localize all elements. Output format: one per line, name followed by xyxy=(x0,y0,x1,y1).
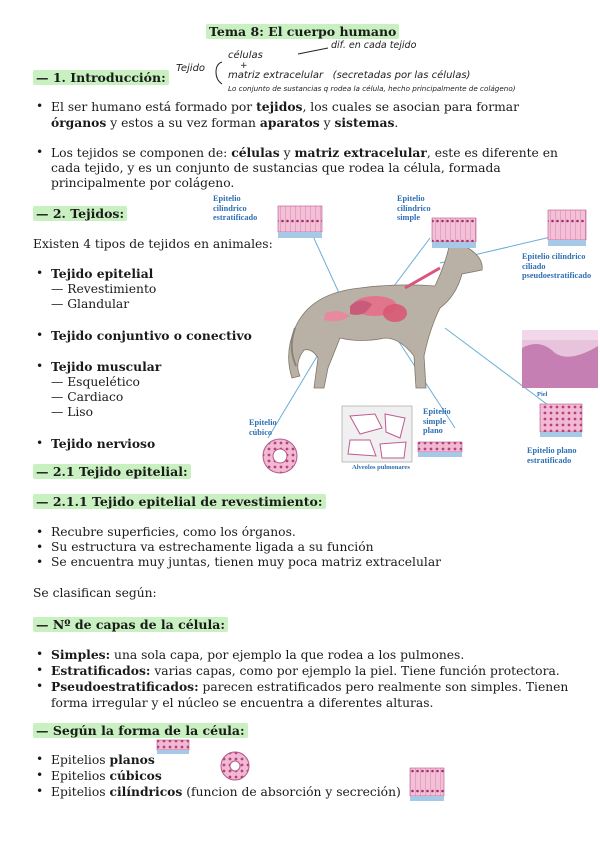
page-title: Tema 8: El cuerpo humano xyxy=(206,24,399,39)
tissue-epitelial: • Tejido epitelial — Revestimiento — Glandular xyxy=(33,266,273,313)
section-2-heading: — 2. Tejidos: xyxy=(33,206,127,221)
tissue-block-estratificado xyxy=(278,206,322,238)
intro-list-2 xyxy=(33,145,563,192)
label-cubico: Epitelio cúbico xyxy=(249,418,277,437)
note-matriz: matriz extracelular (secretadas por las células) xyxy=(228,70,471,81)
list-item: • Epitelios cúbicos xyxy=(33,768,453,784)
tissue-block-cubico xyxy=(263,439,297,473)
tissue-nervioso: • Tejido nervioso xyxy=(33,436,273,452)
label-piel: Piel xyxy=(537,391,548,398)
wolf-illustration xyxy=(289,226,483,388)
tissue-intro: Existen 4 tipos de tejidos en animales: xyxy=(33,237,273,251)
list-item: • Recubre superficies, como los órganos. xyxy=(33,525,573,540)
tissue-block-simple xyxy=(432,218,476,248)
tissue-block-plano-estratificado xyxy=(540,404,582,437)
note-tejido: Tejido xyxy=(176,63,206,74)
forma-heading: — Según la forma de la céula: xyxy=(33,723,248,738)
list-item: • Simples: una sola capa, por ejemplo la que rodea a los pulmones. xyxy=(33,647,578,663)
note-dif: dif. en cada tejido xyxy=(331,40,417,51)
label-plano-estratificado: Epitelio plano estratificado xyxy=(527,446,577,465)
section-1-heading: — 1. Introducción: xyxy=(33,70,169,85)
tissue-block-ciliado xyxy=(548,210,586,246)
tissue-block-piel xyxy=(522,330,598,388)
cubico-illustration xyxy=(221,752,249,780)
list-item: • Se encuentra muy juntas, tienen muy poca matriz extracelular xyxy=(33,555,573,570)
plano-illustration xyxy=(157,740,189,754)
section-2-1-1-heading: — 2.1.1 Tejido epitelial de revestimiento: xyxy=(33,494,326,509)
intro-list xyxy=(33,99,553,131)
list-item: • Epitelios planos xyxy=(33,752,453,768)
cilindrico-illustration xyxy=(410,768,444,801)
section-2-1-heading: — 2.1 Tejido epitelial: xyxy=(33,464,191,479)
tissue-muscular: • Tejido muscular — Esquelético — Cardiaco — Liso xyxy=(33,359,273,421)
note-celulas: células xyxy=(228,50,263,61)
list-item: • Pseudoestratificados: parecen estratificados pero realmente son simples. Tienen forma irregular y el núcleo se encuentra a diferentes alturas. xyxy=(33,679,578,710)
note-conjunto: Lo conjunto de sustancias q rodea la célula, hecho principalmente de colágeno) xyxy=(228,84,516,93)
note-plus: + xyxy=(240,61,248,71)
forma-illustrations xyxy=(155,738,455,808)
list-item: • Epitelios cilíndricos (funcion de absorción y secreción) xyxy=(33,784,453,800)
list-item: • Estratificados: varias capas, como por ejemplo la piel. Tiene función protectora. xyxy=(33,663,578,679)
list-item: • Su estructura va estrechamente ligada a su función xyxy=(33,540,573,555)
capas-list xyxy=(33,647,578,711)
tissue-block-alveolos xyxy=(342,406,412,462)
capas-heading: — Nº de capas de la célula: xyxy=(33,617,228,632)
clasif-text: Se clasifican según: xyxy=(33,586,157,600)
tissue-conjuntivo: • Tejido conjuntivo o conectivo xyxy=(33,328,273,344)
intro-paragraph-2: • Los tejidos se componen de: células y matriz extracelular, este es diferente en cada tejido, y es un conjunto de sustancias que rodea la célula, formada principalmente por colágeno. xyxy=(33,145,563,192)
label-alveolos: Alveolos pulmonares xyxy=(352,464,410,471)
tissue-block-simple-plano xyxy=(418,442,462,457)
label-cil-ciliado: Epitelio cilíndrico ciliado pseudoestratificado xyxy=(522,252,592,280)
label-cil-estratificado: Epitelio cilíndrico estratificado xyxy=(213,194,258,222)
label-cil-simple: Epitelio cilíndrico simple xyxy=(397,194,431,222)
intro-paragraph-1: • El ser humano está formado por tejidos, los cuales se asocian para formar órganos y estos a su vez forman aparatos y sistemas. xyxy=(33,99,553,131)
revestimiento-list xyxy=(33,525,573,571)
label-simple-plano: Epitelio simple plano xyxy=(423,407,451,435)
